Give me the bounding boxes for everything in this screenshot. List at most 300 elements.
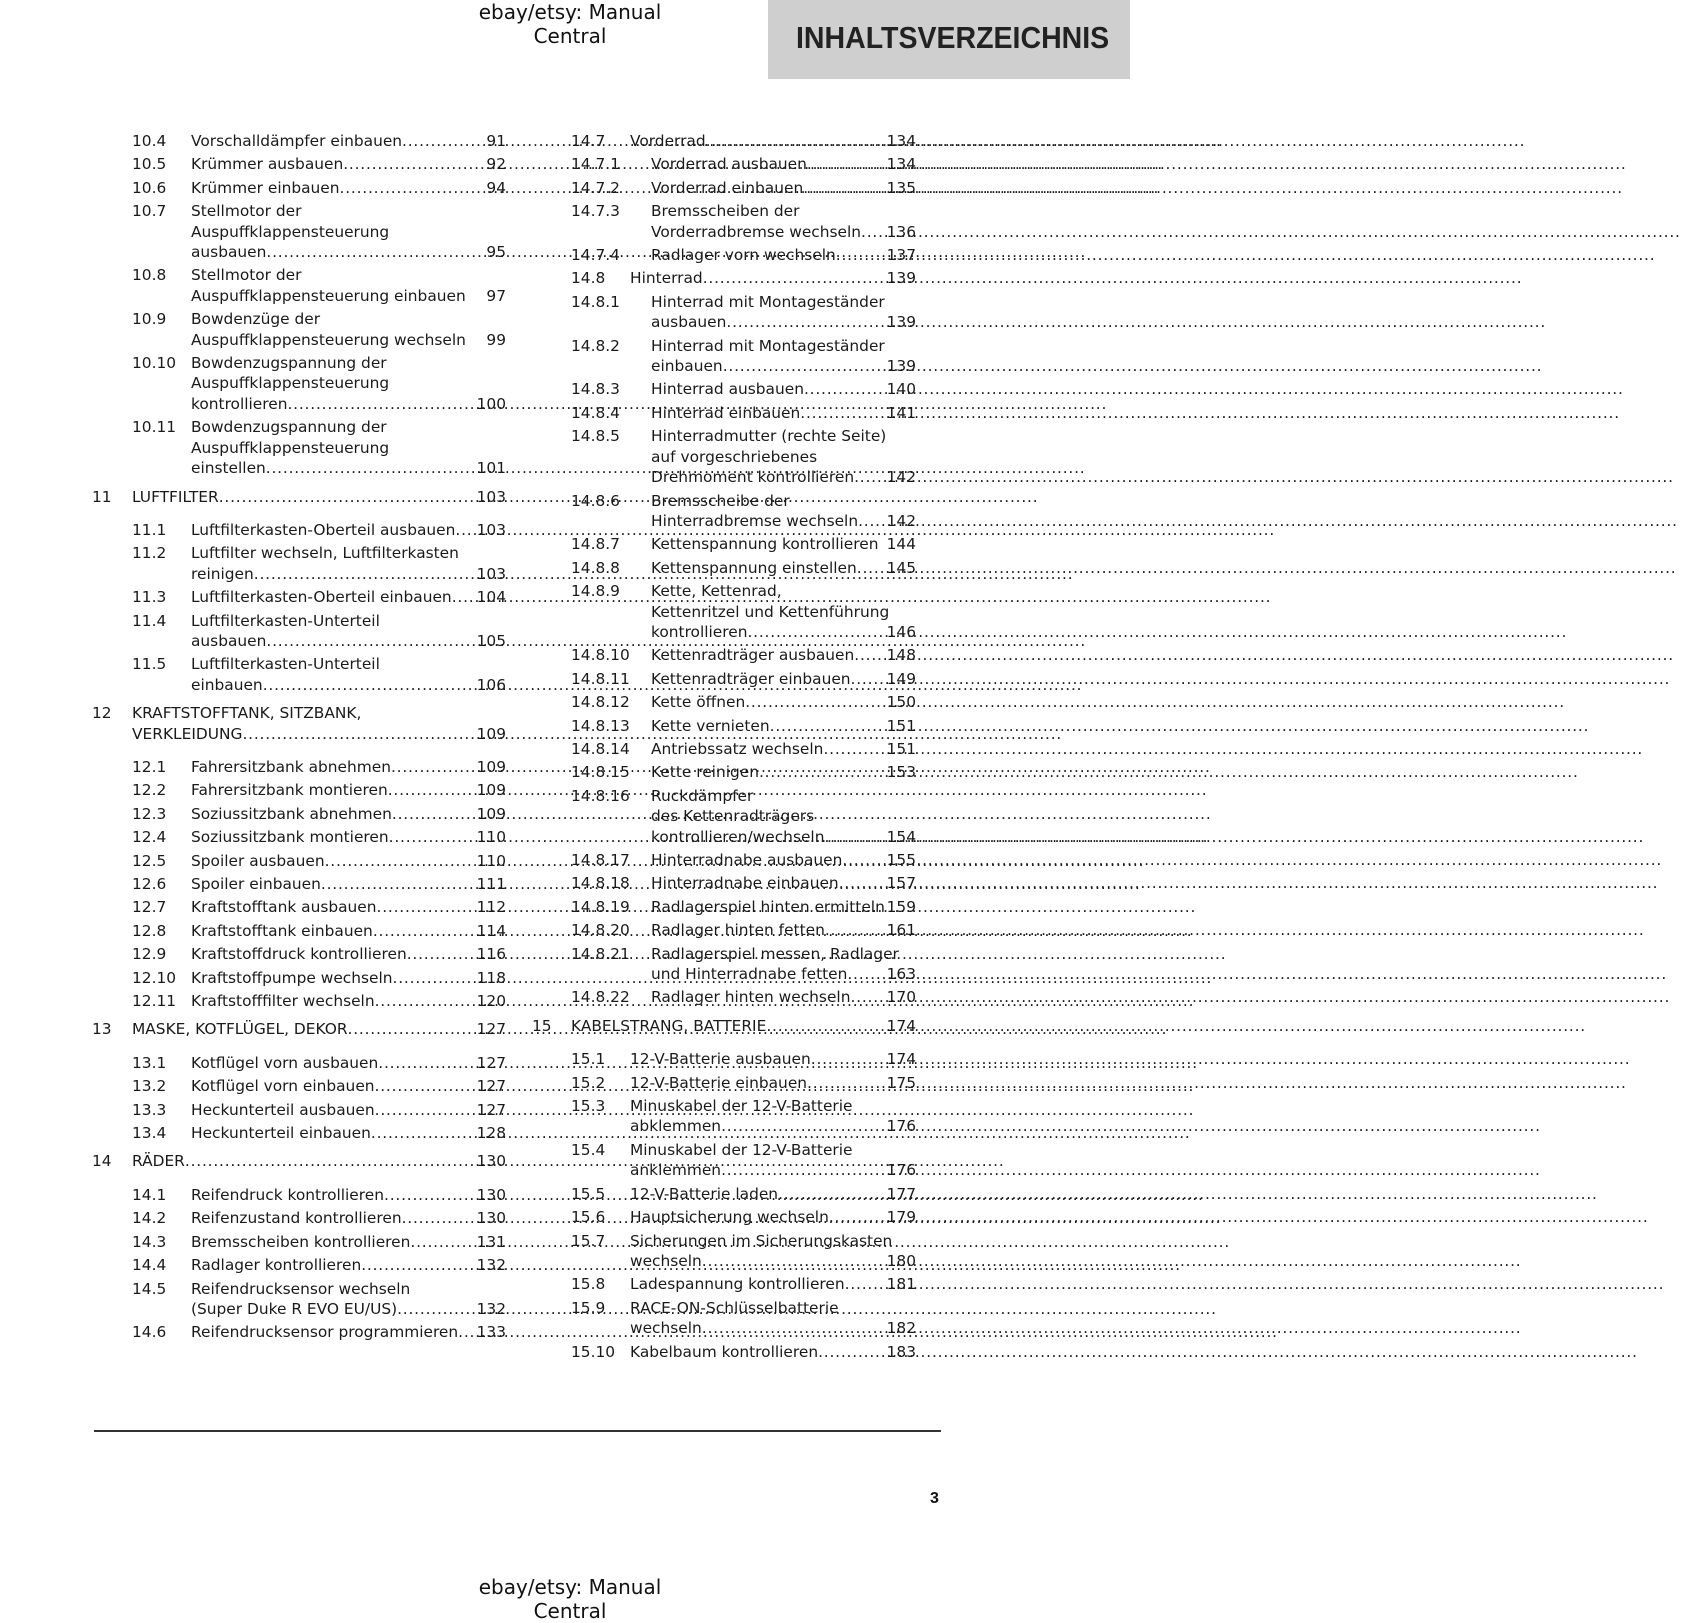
toc-entry-title-text: einstellen	[191, 459, 266, 478]
toc-entry-title-line	[132, 1019, 462, 1039]
toc-entry-title-line	[630, 1318, 872, 1338]
toc-entry-title-line: Radlagerspiel messen, Radlager	[651, 944, 899, 963]
toc-entry-number: 10.4	[132, 132, 167, 150]
toc-entry-title-line	[191, 1208, 462, 1228]
toc-entry[interactable]	[92, 1279, 506, 1320]
toc-entry[interactable]	[532, 1231, 916, 1272]
toc-entry-page: 132	[476, 1299, 506, 1318]
toc-entry[interactable]	[532, 379, 916, 399]
section-title: INHALTSVERZEICHNIS	[796, 20, 1110, 55]
toc-entry-page: 136	[886, 222, 916, 241]
toc-entry-number: 14.8.19	[571, 897, 630, 916]
toc-entry-title-text: Kraftstofftank ausbauen	[191, 898, 377, 917]
toc-entry-number: 14.4	[132, 1256, 167, 1275]
toc-entry-title	[630, 1096, 872, 1137]
toc-entry[interactable]	[532, 716, 916, 736]
toc-entry-title-text: Luftfilterkasten-Oberteil einbauen	[191, 588, 452, 607]
dot-leader	[861, 222, 872, 242]
toc-entry-title-text: Auspuffklappensteuerung einbauen	[191, 286, 466, 305]
toc-entry-page: 141	[886, 403, 916, 422]
toc-entry-title-text: Reifendruck kontrollieren	[191, 1185, 384, 1204]
toc-entry-title-line	[651, 920, 872, 940]
toc-entry[interactable]	[92, 1232, 506, 1252]
dot-leader	[219, 487, 462, 507]
dot-leader	[803, 178, 872, 198]
toc-entry[interactable]	[92, 178, 506, 198]
toc-entry[interactable]	[532, 245, 916, 265]
toc-entry-title-line: auf vorgeschriebenes	[651, 447, 818, 466]
toc-entry-title	[630, 268, 872, 288]
toc-entry[interactable]	[532, 403, 916, 423]
toc-entry-page: 128	[476, 1124, 506, 1143]
toc-entry-page: 153	[886, 763, 916, 782]
toc-entry[interactable]	[92, 1255, 506, 1275]
toc-entry[interactable]	[532, 581, 916, 642]
toc-entry-title	[630, 1298, 872, 1339]
footer-rule	[94, 1430, 941, 1432]
toc-entry-page: 109	[476, 757, 506, 776]
toc-entry-page: 97	[486, 286, 506, 305]
toc-entry-number: 12.2	[132, 781, 167, 800]
toc-entry-title	[651, 581, 890, 642]
dot-leader	[829, 1207, 872, 1227]
toc-entry-page: 139	[886, 313, 916, 332]
toc-entry-page: 181	[886, 1275, 916, 1294]
toc-entry-page: 109	[476, 804, 506, 823]
toc-entry-title	[630, 1207, 872, 1227]
toc-entry-title-line	[651, 645, 872, 665]
toc-entry-title-text: Heckunterteil ausbauen	[191, 1100, 375, 1119]
toc-entry-title-text: Auspuffklappensteuerung wechseln	[191, 330, 466, 349]
toc-chapter-entry[interactable]	[92, 1151, 506, 1171]
toc-entry-page: 91	[486, 132, 506, 150]
toc-entry[interactable]	[532, 558, 916, 578]
toc-entry-page: 127	[476, 1077, 506, 1096]
toc-entry-page: 174	[886, 1016, 916, 1035]
toc-entry-title	[651, 669, 872, 689]
dot-leader	[766, 1016, 872, 1036]
toc-entry-title	[132, 487, 462, 507]
dot-leader	[361, 1255, 462, 1275]
dot-leader	[800, 403, 872, 423]
toc-entry[interactable]	[532, 336, 916, 377]
toc-entry-number: 13.1	[132, 1053, 167, 1072]
toc-entry-page: 101	[476, 459, 506, 478]
dot-leader	[702, 1318, 872, 1338]
dot-leader	[263, 675, 462, 695]
toc-entry-title-line	[651, 534, 879, 554]
toc-entry[interactable]	[532, 131, 916, 151]
toc-entry[interactable]	[92, 520, 506, 540]
toc-entry-title-line	[651, 897, 885, 917]
toc-entry[interactable]	[92, 921, 506, 941]
toc-entry-title-text: Vorderrad einbauen	[651, 178, 804, 197]
toc-entry-title-line	[191, 804, 462, 824]
toc-entry-title-line: Auspuffklappensteuerung	[191, 374, 390, 393]
toc-entry[interactable]	[532, 645, 916, 665]
toc-entry-page: 130	[476, 1152, 506, 1171]
dot-leader	[266, 242, 462, 262]
toc-entry-title	[191, 611, 462, 652]
toc-entry-title-line	[191, 394, 462, 414]
toc-chapter-entry[interactable]	[92, 487, 506, 507]
toc-entry[interactable]	[92, 944, 506, 964]
toc-entry-title-text: RÄDER	[132, 1152, 185, 1171]
toc-entry-page: 150	[886, 693, 916, 712]
toc-entry-title-line	[651, 245, 872, 265]
toc-entry-title-text: kontrollieren/wechseln	[651, 827, 825, 846]
toc-entry[interactable]	[92, 154, 506, 174]
toc-entry-page: 135	[886, 178, 916, 197]
toc-entry[interactable]	[532, 426, 916, 487]
toc-entry[interactable]	[92, 780, 506, 800]
toc-entry-title-text: Bremsscheiben kontrollieren	[191, 1232, 411, 1251]
toc-entry-title-line	[651, 379, 872, 399]
toc-entry[interactable]	[92, 417, 506, 478]
toc-entry[interactable]	[92, 654, 506, 695]
toc-entry-title	[651, 739, 872, 759]
toc-entry[interactable]	[92, 587, 506, 607]
toc-entry-page: 145	[886, 558, 916, 577]
toc-entry[interactable]	[92, 827, 506, 847]
toc-entry-title	[651, 716, 872, 736]
toc-entry-title	[651, 491, 872, 532]
toc-entry-title	[630, 1184, 872, 1204]
toc-entry[interactable]	[532, 1049, 916, 1069]
dot-leader	[340, 178, 462, 198]
toc-entry[interactable]	[92, 1185, 506, 1205]
toc-entry-title-line	[191, 827, 462, 847]
toc-entry-title-text: Fahrersitzbank abnehmen	[191, 757, 391, 776]
toc-entry-title-line	[191, 178, 462, 198]
toc-entry-title	[191, 587, 462, 607]
toc-entry[interactable]	[92, 897, 506, 917]
toc-column-right	[532, 131, 916, 1365]
toc-chapter-entry[interactable]	[92, 1019, 506, 1039]
toc-entry-title-line	[630, 1073, 872, 1093]
toc-entry[interactable]	[532, 154, 916, 174]
toc-entry-title-text: Vorschalldämpfer einbauen	[191, 132, 403, 150]
toc-entry-title-line: Minuskabel der 12-V-Batterie	[630, 1140, 853, 1159]
toc-entry-number: 14.8	[571, 269, 606, 288]
toc-entry-title-line	[630, 1274, 872, 1294]
toc-entry-title-line: Kette, Kettenrad,	[651, 582, 782, 601]
toc-entry-number: 15.2	[571, 1073, 606, 1092]
dot-leader	[388, 780, 462, 800]
toc-entry-title-text: wechseln	[630, 1251, 702, 1270]
toc-entry-title-text: Soziussitzbank abnehmen	[191, 804, 392, 823]
toc-entry-title-line	[651, 356, 872, 376]
toc-entry-number: 14.8.14	[571, 739, 630, 758]
toc-entry-title-line	[191, 1185, 462, 1205]
toc-entry[interactable]	[532, 850, 916, 870]
toc-entry-title-line	[191, 1123, 462, 1143]
toc-entry[interactable]	[532, 1073, 916, 1093]
toc-entry[interactable]	[532, 1096, 916, 1137]
toc-entry[interactable]	[532, 944, 916, 985]
dot-leader	[254, 564, 462, 584]
toc-entry[interactable]	[532, 669, 916, 689]
dot-leader	[266, 631, 462, 651]
toc-entry-title	[651, 292, 885, 333]
dot-leader	[770, 716, 872, 736]
toc-entry-title-text: Spoiler ausbauen	[191, 851, 325, 870]
toc-entry-page: 112	[476, 898, 506, 917]
toc-entry-number: 14.8.22	[571, 988, 630, 1007]
toc-entry-number: 12.1	[132, 757, 167, 776]
dot-leader	[842, 850, 872, 870]
toc-entry[interactable]	[92, 991, 506, 1011]
toc-entry-number: 12.5	[132, 851, 167, 870]
toc-entry-title	[651, 873, 872, 893]
toc-entry[interactable]	[92, 968, 506, 988]
toc-entry-title	[651, 920, 872, 940]
toc-entry-title	[191, 1232, 462, 1252]
toc-entry-page: 106	[476, 675, 506, 694]
toc-entry-title	[191, 1100, 462, 1120]
toc-entry-title-line	[651, 622, 872, 642]
toc-entry[interactable]	[532, 897, 916, 917]
toc-entry-title-text: wechseln	[630, 1319, 702, 1338]
toc-entry-number: 14.6	[132, 1323, 167, 1342]
toc-entry-number: 15.8	[571, 1275, 606, 1294]
toc-entry[interactable]	[92, 1322, 506, 1342]
toc-entry-number: 14.2	[132, 1209, 167, 1228]
toc-entry-page: 142	[886, 468, 916, 487]
toc-entry-title-text: Vorderradbremse wechseln	[651, 222, 862, 241]
toc-entry[interactable]	[532, 292, 916, 333]
toc-entry-title-line	[651, 716, 872, 736]
toc-entry-page: 99	[486, 330, 506, 349]
toc-entry-page: 179	[886, 1208, 916, 1227]
dot-leader	[703, 268, 872, 288]
toc-entry-title-text: ausbauen	[191, 631, 267, 650]
toc-entry-title-line: Luftfilter wechseln, Luftfilterkasten	[191, 544, 459, 563]
toc-entry[interactable]	[532, 1274, 916, 1294]
toc-entry-number: 12.8	[132, 921, 167, 940]
toc-entry[interactable]	[92, 543, 506, 584]
toc-entry[interactable]	[92, 309, 506, 350]
toc-entry-title-line	[132, 724, 462, 744]
toc-entry[interactable]	[92, 757, 506, 777]
toc-entry-number: 12.7	[132, 898, 167, 917]
toc-entry-title-text: Krümmer ausbauen	[191, 155, 344, 174]
dot-leader	[811, 1049, 872, 1069]
toc-entry-title-line	[630, 131, 872, 151]
toc-entry-title	[191, 353, 462, 414]
toc-entry-number: 12.11	[132, 992, 177, 1011]
toc-entry-title-text: abklemmen	[630, 1117, 722, 1136]
toc-entry-title-line: Bowdenzugspannung der	[191, 354, 387, 373]
toc-entry-number: 13.3	[132, 1100, 167, 1119]
toc-entry-title-text: Soziussitzbank montieren	[191, 828, 389, 847]
toc-entry-number: 12	[92, 704, 112, 723]
toc-entry[interactable]	[532, 1140, 916, 1181]
toc-entry-title-text: einbauen	[191, 675, 263, 694]
toc-entry[interactable]	[532, 692, 916, 712]
toc-entry[interactable]	[532, 201, 916, 242]
dot-leader	[393, 968, 462, 988]
toc-entry-page: 127	[476, 1100, 506, 1119]
toc-entry-number: 14.8.18	[571, 874, 630, 893]
toc-entry-title-text: Radlager hinten fetten	[651, 921, 825, 940]
dot-leader	[706, 131, 872, 151]
toc-entry[interactable]	[532, 873, 916, 893]
dot-leader	[851, 669, 872, 689]
toc-entry-number: 15.10	[571, 1342, 616, 1361]
toc-entry-number: 15.4	[571, 1140, 606, 1159]
toc-entry-page: 127	[476, 1020, 506, 1039]
toc-entry-title-text: Drehmoment kontrollieren	[651, 468, 855, 487]
toc-entry-number: 14.7	[571, 132, 606, 150]
toc-entry-page: 132	[476, 1256, 506, 1275]
toc-entry-number: 15.5	[571, 1184, 606, 1203]
toc-entry[interactable]	[532, 534, 916, 554]
toc-entry-title-line	[630, 1116, 872, 1136]
toc-entry[interactable]	[532, 1184, 916, 1204]
toc-entry[interactable]	[532, 1298, 916, 1339]
toc-entry-number: 14.7.3	[571, 202, 620, 221]
toc-entry[interactable]	[92, 874, 506, 894]
toc-entry-title-text: KABELSTRANG, BATTERIE	[571, 1016, 767, 1035]
toc-entry-number: 15.9	[571, 1298, 606, 1317]
toc-entry-title-text: 12-V-Batterie ausbauen	[630, 1050, 811, 1069]
toc-entry-page: 176	[886, 1161, 916, 1180]
toc-entry-number: 13.4	[132, 1124, 167, 1143]
toc-entry-page: 130	[476, 1185, 506, 1204]
toc-entry-title	[191, 851, 462, 871]
toc-entry-number: 14.8.15	[571, 763, 630, 782]
toc-entry-title	[630, 1140, 872, 1181]
toc-entry-number: 14.3	[132, 1232, 167, 1251]
toc-entry[interactable]	[532, 1207, 916, 1227]
toc-entry[interactable]	[92, 201, 506, 262]
toc-entry[interactable]	[92, 131, 506, 151]
toc-entry[interactable]	[92, 353, 506, 414]
toc-entry[interactable]	[92, 804, 506, 824]
toc-entry[interactable]	[532, 920, 916, 940]
toc-entry-title-line	[191, 851, 462, 871]
toc-entry-title-line	[191, 631, 462, 651]
toc-chapter-entry[interactable]	[92, 703, 506, 744]
toc-entry-number: 12.4	[132, 828, 167, 847]
toc-entry-title-text: Kettenspannung einstellen	[651, 558, 857, 577]
toc-entry-title-line	[651, 964, 872, 984]
toc-entry-title-line: Kettenritzel und Kettenführung	[651, 602, 890, 621]
toc-entry[interactable]	[92, 611, 506, 652]
toc-entry-page: 151	[886, 716, 916, 735]
dot-leader	[804, 379, 872, 399]
toc-entry[interactable]	[532, 987, 916, 1007]
toc-entry-title-text: 12-V-Batterie laden	[630, 1184, 779, 1203]
toc-entry[interactable]	[532, 762, 916, 782]
toc-entry-page: 154	[886, 827, 916, 846]
dot-leader	[377, 897, 462, 917]
toc-entry-title-text: Kette reinigen	[651, 763, 759, 782]
toc-entry-page: 103	[476, 564, 506, 583]
toc-entry-number: 10.11	[132, 418, 177, 437]
toc-entry-number: 11.4	[132, 611, 167, 630]
toc-entry-number: 14.1	[132, 1185, 167, 1204]
toc-entry-title-text: LUFTFILTER	[132, 487, 219, 506]
dot-leader	[391, 757, 462, 777]
toc-entry-title-text: MASKE, KOTFLÜGEL, DEKOR	[132, 1020, 348, 1039]
toc-entry[interactable]	[92, 1123, 506, 1143]
toc-entry[interactable]	[92, 265, 506, 306]
toc-entry[interactable]	[532, 1342, 916, 1362]
toc-entry-title-text: Kettenspannung kontrollieren	[651, 535, 879, 554]
toc-entry-title-line	[651, 692, 872, 712]
toc-entry[interactable]	[532, 178, 916, 198]
toc-entry-page: 120	[476, 992, 506, 1011]
toc-entry-number: 13	[92, 1020, 112, 1039]
toc-entry-page: 157	[886, 874, 916, 893]
toc-entry[interactable]	[92, 1100, 506, 1120]
toc-entry-title-text: Kraftstofffilter wechseln	[191, 992, 375, 1011]
toc-entry[interactable]	[532, 786, 916, 847]
toc-entry-title-text: Hinterrad ausbauen	[651, 380, 804, 399]
toc-entry-title	[630, 1049, 872, 1069]
toc-entry[interactable]	[532, 268, 916, 288]
toc-entry-title	[651, 897, 885, 917]
toc-entry-page: 133	[476, 1323, 506, 1342]
toc-entry-title	[191, 921, 462, 941]
toc-entry-title-line	[191, 1255, 462, 1275]
toc-entry-title	[191, 1053, 462, 1073]
toc-entry[interactable]	[92, 1208, 506, 1228]
toc-entry-page: 103	[476, 520, 506, 539]
dot-leader	[321, 874, 462, 894]
toc-entry-title-line	[630, 268, 872, 288]
toc-entry-number: 14.8.20	[571, 921, 630, 940]
toc-entry-title	[191, 804, 462, 824]
dot-leader	[818, 1342, 872, 1362]
toc-entry-page: 149	[886, 669, 916, 688]
toc-entry[interactable]	[92, 851, 506, 871]
toc-entry-title-line	[191, 968, 462, 988]
dot-leader	[375, 991, 462, 1011]
toc-entry[interactable]	[532, 739, 916, 759]
dot-leader	[397, 1299, 462, 1319]
toc-entry-page: 100	[476, 394, 506, 413]
toc-entry-title-text: Hinterrad	[630, 269, 703, 288]
toc-entry-title-line	[191, 757, 462, 777]
toc-entry-title-line	[630, 1342, 872, 1362]
toc-entry[interactable]	[532, 491, 916, 532]
toc-entry-page: 183	[886, 1342, 916, 1361]
dot-leader	[266, 458, 462, 478]
dot-leader	[702, 1251, 872, 1271]
toc-entry-number: 11	[92, 487, 112, 506]
toc-entry-title-line: Reifendrucksensor wechseln	[191, 1279, 411, 1298]
toc-entry-title-line	[651, 558, 872, 578]
toc-entry-title-text: Radlager hinten wechseln	[651, 988, 851, 1007]
dot-leader	[375, 1100, 462, 1120]
toc-entry-title-line: des Kettenradträgers	[651, 807, 815, 826]
toc-chapter-entry[interactable]	[532, 1016, 916, 1036]
toc-entry-number: 15.3	[571, 1097, 606, 1116]
toc-entry-page: 140	[886, 380, 916, 399]
toc-entry[interactable]	[92, 1053, 506, 1073]
toc-entry-title-line: Luftfilterkasten-Unterteil	[191, 655, 380, 674]
toc-entry-title	[651, 403, 872, 423]
toc-entry-title	[132, 703, 462, 744]
toc-entry-page: 155	[886, 851, 916, 869]
toc-entry-title-text: Kraftstoffdruck kontrollieren	[191, 945, 407, 964]
toc-entry[interactable]	[92, 1076, 506, 1096]
toc-entry-number: 14.8.1	[571, 292, 620, 311]
toc-entry-title	[651, 154, 872, 174]
